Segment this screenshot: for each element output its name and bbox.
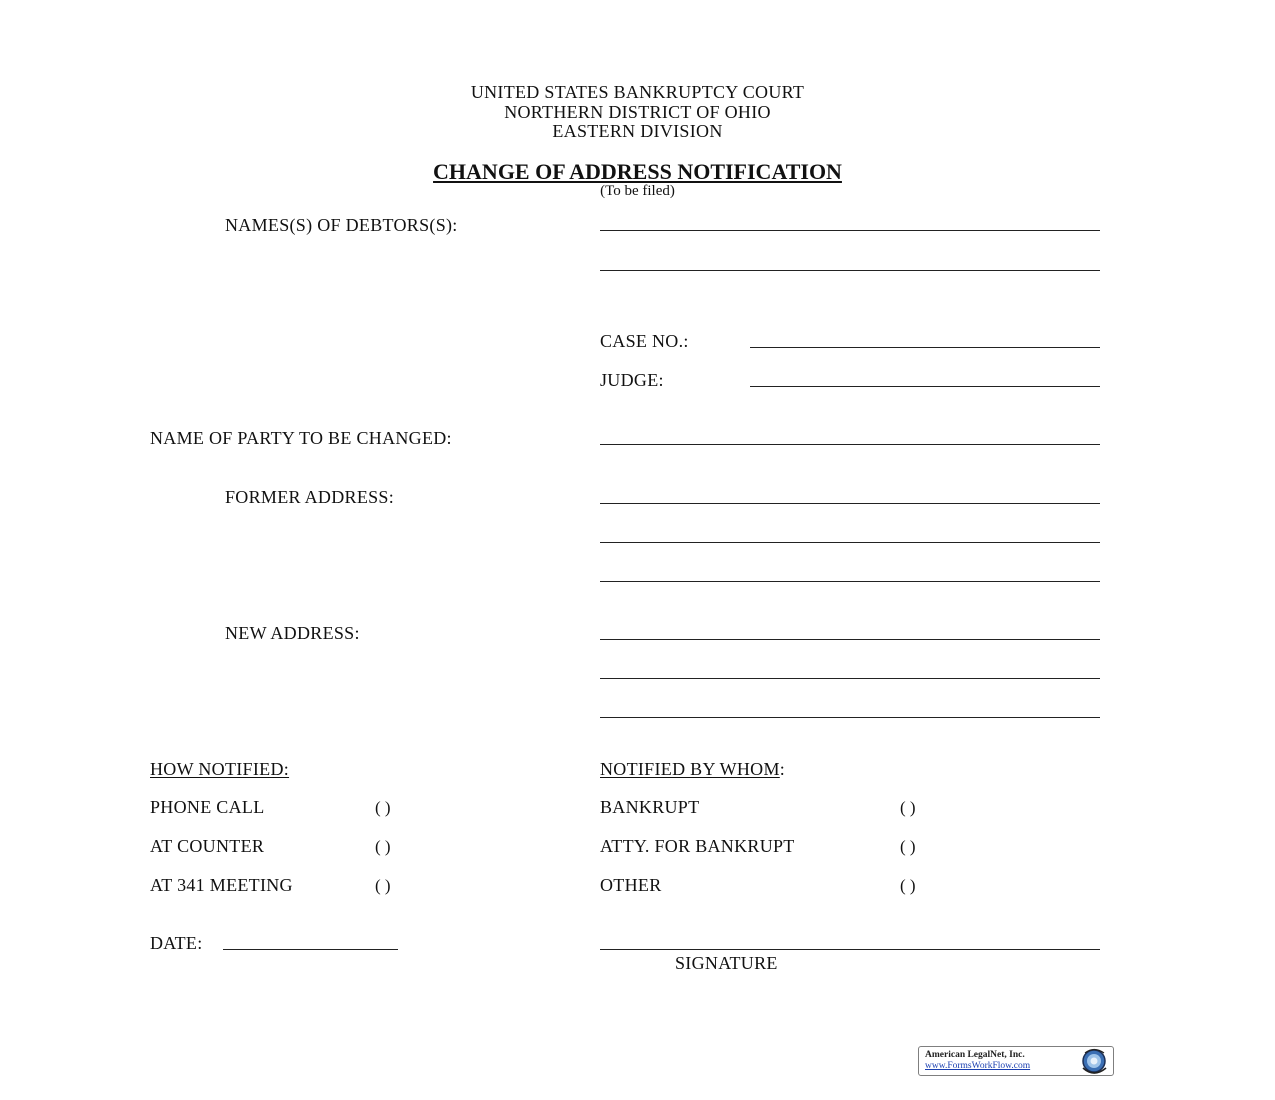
new-address-line-1[interactable] bbox=[600, 639, 1100, 640]
former-address-line-3[interactable] bbox=[600, 581, 1100, 582]
option-at-counter: AT COUNTER bbox=[150, 836, 265, 856]
option-atty-for-bankrupt: ATTY. FOR BANKRUPT bbox=[600, 836, 795, 856]
district-name: NORTHERN DISTRICT OF OHIO bbox=[504, 102, 771, 122]
division-name: EASTERN DIVISION bbox=[552, 121, 723, 141]
debtors-label: NAMES(S) OF DEBTORS(S): bbox=[225, 215, 458, 235]
new-address-label: NEW ADDRESS: bbox=[225, 623, 360, 643]
new-address-line-2[interactable] bbox=[600, 678, 1100, 679]
option-phone-call: PHONE CALL bbox=[150, 797, 265, 817]
logo-company-name: American LegalNet, Inc. bbox=[925, 1050, 1025, 1060]
checkbox-341-meeting[interactable]: ( ) bbox=[375, 876, 391, 895]
globe-icon bbox=[1075, 1048, 1111, 1074]
checkbox-atty-for-bankrupt[interactable]: ( ) bbox=[900, 837, 916, 856]
form-subtitle: (To be filed) bbox=[600, 183, 675, 199]
form-title: CHANGE OF ADDRESS NOTIFICATION bbox=[433, 159, 842, 184]
debtors-line-2[interactable] bbox=[600, 270, 1100, 271]
date-label: DATE: bbox=[150, 933, 203, 953]
judge-line[interactable] bbox=[750, 386, 1100, 387]
new-address-line-3[interactable] bbox=[600, 717, 1100, 718]
case-no-line[interactable] bbox=[750, 347, 1100, 348]
how-notified-heading: HOW NOTIFIED: bbox=[150, 759, 290, 779]
signature-line[interactable] bbox=[600, 949, 1100, 950]
american-legalnet-logo bbox=[918, 1046, 1114, 1076]
former-address-line-2[interactable] bbox=[600, 542, 1100, 543]
case-no-label: CASE NO.: bbox=[600, 331, 689, 351]
option-bankrupt: BANKRUPT bbox=[600, 797, 700, 817]
party-label: NAME OF PARTY TO BE CHANGED: bbox=[150, 428, 452, 448]
former-address-line-1[interactable] bbox=[600, 503, 1100, 504]
checkbox-bankrupt[interactable]: ( ) bbox=[900, 798, 916, 817]
judge-label: JUDGE: bbox=[600, 370, 664, 390]
checkbox-phone-call[interactable]: ( ) bbox=[375, 798, 391, 817]
checkbox-other[interactable]: ( ) bbox=[900, 876, 916, 895]
debtors-line-1[interactable] bbox=[600, 230, 1100, 231]
checkbox-at-counter[interactable]: ( ) bbox=[375, 837, 391, 856]
option-341-meeting: AT 341 MEETING bbox=[150, 875, 293, 895]
court-name: UNITED STATES BANKRUPTCY COURT bbox=[470, 82, 805, 102]
party-line[interactable] bbox=[600, 444, 1100, 445]
former-address-label: FORMER ADDRESS: bbox=[225, 487, 395, 507]
date-line[interactable] bbox=[223, 949, 398, 950]
option-other: OTHER bbox=[600, 875, 662, 895]
logo-url-link[interactable]: www.FormsWorkFlow.com bbox=[925, 1061, 1031, 1071]
notified-by-heading: NOTIFIED BY WHOM: bbox=[600, 759, 786, 779]
signature-label: SIGNATURE bbox=[675, 953, 778, 973]
